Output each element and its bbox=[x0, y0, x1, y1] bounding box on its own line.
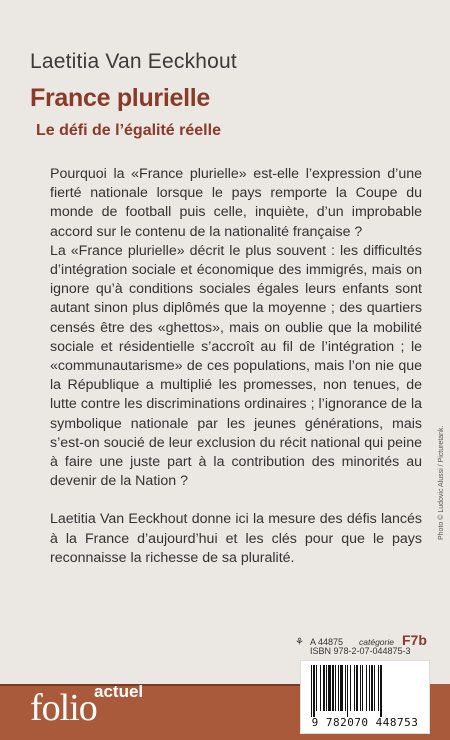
category-code: F7b bbox=[401, 632, 427, 648]
publisher-mark-icon: ⚘ bbox=[295, 637, 304, 648]
blurb-paragraph-3: Laetitia Van Eeckhout donne ici la mesure des défis lancés à la France d’aujourd’hui et les clés pour que le pays reconnaisse la richesse de sa pluralité. bbox=[50, 511, 422, 566]
barcode bbox=[300, 660, 430, 734]
series-logo: folio bbox=[30, 687, 97, 729]
author-name: Laetitia Van Eeckhout bbox=[30, 50, 237, 73]
blurb-paragraph-1: Pourquoi la «France plurielle» est-elle l’expression d’une fierté nationale lorsque le pays remporte la Coupe du monde de football puis celle, inquiète, d’un improbable accord sur le contenu de la nationalité française ? bbox=[50, 166, 422, 240]
book-title: France plurielle bbox=[30, 84, 210, 112]
book-subtitle: Le défi de l’égalité réelle bbox=[36, 122, 221, 139]
photo-credit: Photo © Ludovic Alussi / Picturetank. bbox=[438, 425, 445, 540]
category-label: catégorie bbox=[359, 637, 394, 647]
barcode-number: 9 782070 448753 bbox=[311, 716, 419, 729]
series-subtitle: actuel bbox=[94, 682, 144, 701]
blurb-paragraph-2: La «France plurielle» décrit le plus souvent : les difficultés d’intégration sociale et économique des immigrés, mais on ignore qu’à conditions sociales égales leurs enfants sont autant sinon plus diplômés que la moyenne ; des quartiers censés être des «ghettos», mais on oublie que la mobilité sociale et résidentielle s’accroît au fil de l’intégration ; le «communautarisme» de ces populations, mais l’on nie que la République a multiplié les promesses, non tenues, de lutte contre les discriminations ordinaires ; l’ignorance de la symbolique nationale par les jeunes générations, mais s’est-on soucié de leur exclusion du récit national qui peine à faire une juste part à la contribution des minorités au devenir de la Nation ? bbox=[50, 242, 422, 490]
reference-code: A 44875 bbox=[309, 637, 344, 647]
isbn: ISBN 978-2-07-044875-3 bbox=[310, 646, 411, 656]
blurb bbox=[50, 165, 422, 568]
barcode-bars-icon bbox=[309, 665, 423, 717]
